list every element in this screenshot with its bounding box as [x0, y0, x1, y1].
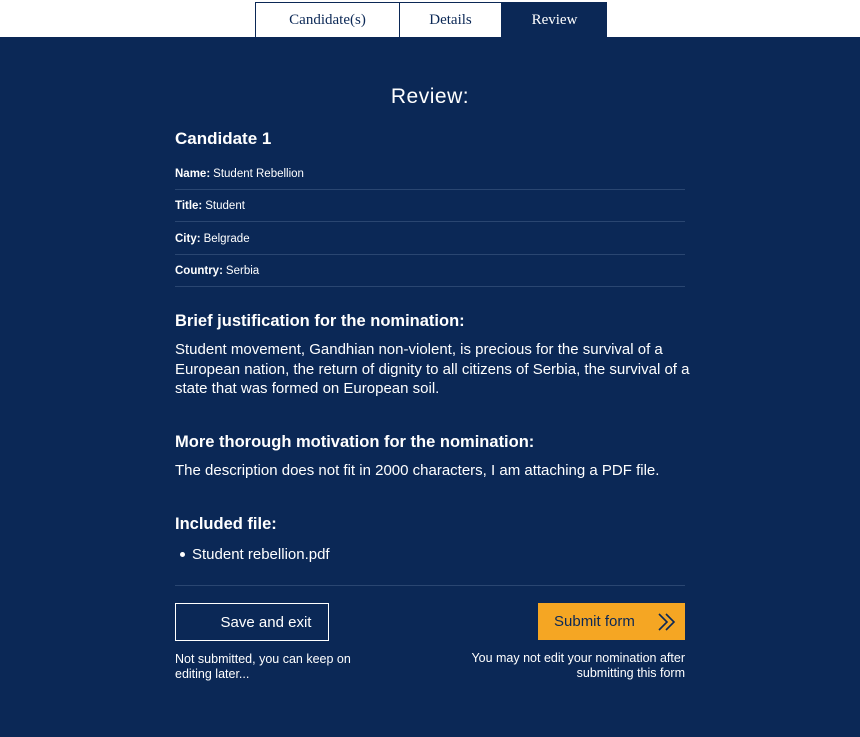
motivation-text: The description does not fit in 2000 characters, I am attaching a PDF file. [175, 462, 660, 479]
justification-text: Student movement, Gandhian non-violent, is precious for the survival of a European nation, the return of dignity to all citizens of Serbia, the survival of a state that was formed on European soil. [175, 341, 690, 397]
submit-form-button[interactable] [538, 603, 685, 640]
tab-candidates[interactable]: Candidate(s) [255, 2, 400, 37]
tab-review[interactable]: Review [502, 2, 607, 37]
review-panel [0, 37, 860, 737]
field-name-label: Name: [175, 167, 211, 180]
divider [175, 585, 685, 586]
included-file-heading: Included file: [175, 515, 277, 533]
field-title [175, 190, 685, 222]
field-country [175, 255, 685, 287]
file-list-item [180, 546, 330, 563]
save-note: Not submitted, you can keep on editing later... [175, 652, 351, 681]
bullet-icon [180, 552, 185, 557]
field-name [175, 158, 685, 190]
field-country-value: Serbia [225, 264, 260, 277]
tab-bar [0, 0, 860, 37]
field-country-label: Country: [175, 264, 223, 277]
submit-note: You may not edit your nomination after submitting this form [471, 651, 685, 680]
page-title: Review: [390, 85, 470, 108]
justification-heading: Brief justification for the nomination: [175, 312, 465, 330]
field-name-value: Student Rebellion [213, 167, 304, 180]
field-title-label: Title: [175, 199, 203, 212]
submit-form-label: Submit form [554, 613, 635, 630]
field-title-value: Student [205, 199, 245, 212]
save-and-exit-button[interactable]: Save and exit [175, 603, 329, 641]
tab-details[interactable]: Details [399, 2, 502, 37]
field-city-value: Belgrade [203, 232, 250, 245]
file-name[interactable]: Student rebellion.pdf [192, 546, 330, 563]
double-chevron-right-icon [657, 612, 677, 632]
motivation-heading: More thorough motivation for the nomination: [175, 433, 535, 451]
candidate-heading: Candidate 1 [175, 129, 272, 148]
field-city-label: City: [175, 232, 201, 245]
field-city [175, 223, 685, 255]
